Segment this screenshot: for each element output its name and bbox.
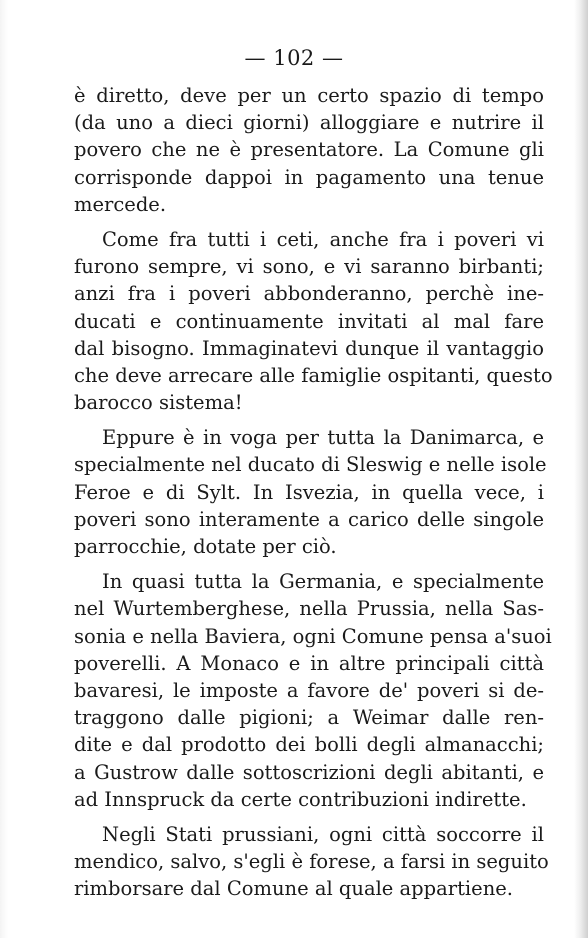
text-line: poveri sono interamente a carico delle singole [74, 507, 544, 531]
text-line: furono sempre, vi sono, e vi saranno birbanti; [74, 255, 544, 279]
text-line: parrocchie, dotate per ciò. [74, 535, 337, 558]
text-line: Come fra tutti i ceti, anche fra i poveri vi [102, 227, 544, 251]
text-line: Feroe e di Sylt. In Isvezia, in quella vece, i [74, 480, 544, 504]
page-edge-right [574, 0, 588, 938]
text-line: a Gustrow dalle sottoscrizioni degli abitanti, e [74, 760, 544, 784]
paragraph-5 [74, 821, 549, 903]
text-line: bavaresi, le imposte a favore de' poveri si de- [74, 678, 544, 702]
text-line: dite e dal prodotto dei bolli degli almanacchi; [74, 733, 544, 757]
paragraph-1 [74, 82, 544, 218]
text-line: sonia e nella Baviera, ogni Comune pensa a'suoi [74, 624, 552, 648]
paragraph-3 [74, 424, 547, 560]
text-line: poverelli. A Monaco e in altre principali città [74, 651, 544, 675]
text-line: In quasi tutta la Germania, e specialmente [102, 570, 544, 594]
body-text [74, 82, 553, 902]
page-edge-left [0, 0, 8, 938]
text-line: ducati e continuamente invitati al mal fare [74, 309, 544, 333]
paragraph-4 [74, 568, 552, 813]
text-line: Negli Stati prussiani, ogni città soccorre il [102, 822, 544, 846]
paragraph-2 [74, 226, 553, 416]
page-number: — 102 — [244, 46, 344, 70]
text-line: anzi fra i poveri abbonderanno, perchè ine- [74, 282, 544, 306]
text-line: rimborsare dal Comune al quale appartiene. [74, 877, 513, 901]
text-line: nel Wurtemberghese, nella Prussia, nella Sas- [74, 597, 544, 621]
text-line: povero che ne è presentatore. La Comune gli [74, 138, 544, 162]
text-line: mercede. [74, 192, 167, 216]
text-line: specialmente nel ducato di Sleswig e nelle isole [74, 453, 547, 477]
text-line: Eppure è in voga per tutta la Danimarca, e [102, 426, 544, 450]
text-line: barocco sistema! [74, 391, 243, 415]
text-line: mendico, salvo, s'egli è forese, a farsi in seguito [74, 850, 549, 874]
text-line: ad Innspruck da certe contribuzioni indirette. [74, 787, 527, 811]
text-line: corrisponde dappoi in pagamento una tenue [74, 165, 544, 189]
text-line: è diretto, deve per un certo spazio di tempo [74, 84, 544, 107]
text-line: dal bisogno. Immaginatevi dunque il vantaggio [74, 336, 544, 360]
text-line: che deve arrecare alle famiglie ospitanti, questo [74, 363, 553, 387]
text-line: traggono dalle pigioni; a Weimar dalle ren- [74, 706, 544, 730]
text-line: (da uno a dieci giorni) alloggiare e nutrire il [74, 111, 544, 135]
